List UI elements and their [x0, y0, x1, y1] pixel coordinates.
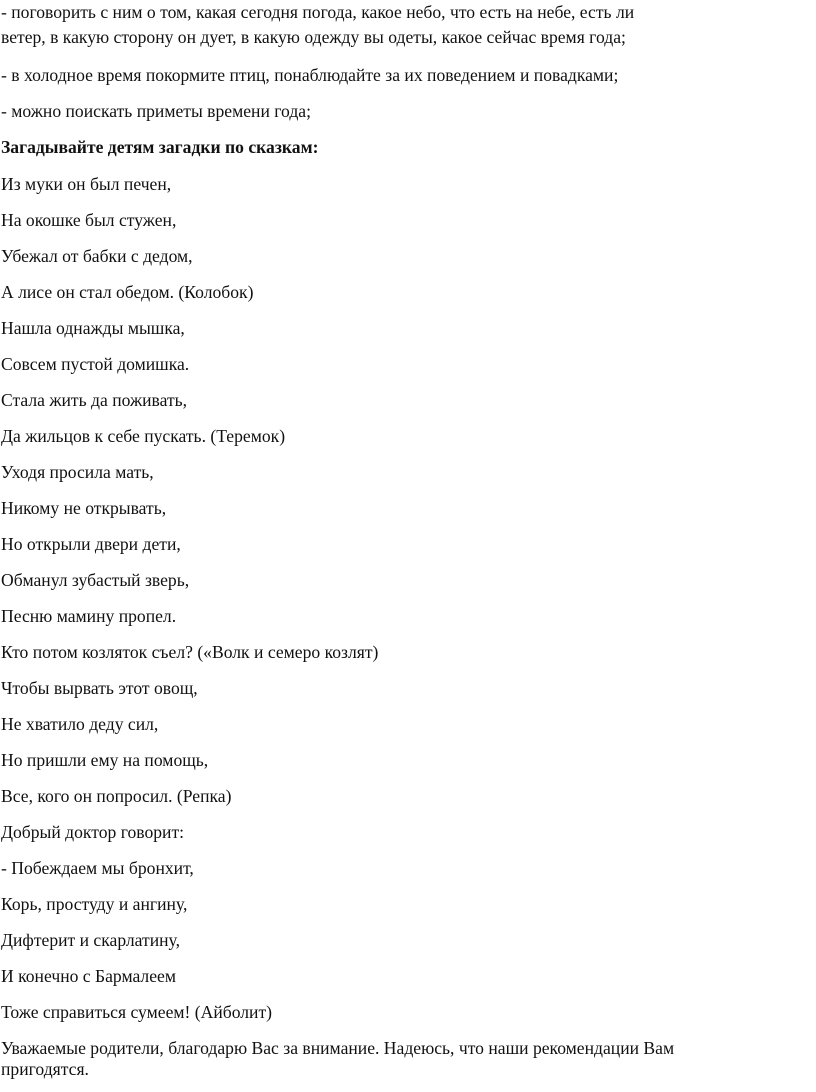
riddle-line: Обманул зубастый зверь, [1, 570, 190, 590]
riddle-line: Тоже справиться сумеем! (Айболит) [1, 1002, 273, 1022]
closing-line-1: Уважаемые родители, благодарю Вас за внимание. Надеюсь, что наши рекомендации Вам [1, 1038, 675, 1058]
intro-line-3: - в холодное время покормите птиц, понаблюдайте за их поведением и повадками; [1, 65, 619, 85]
riddle-line: Из муки он был печен, [1, 174, 172, 194]
riddle-line: Совсем пустой домишка. [1, 354, 190, 374]
riddle-line: Но пришли ему на помощь, [1, 750, 209, 770]
riddle-line: Но открыли двери дети, [1, 534, 181, 554]
riddle-line: Убежал от бабки с дедом, [1, 246, 193, 266]
riddle-line: Корь, простуду и ангину, [1, 894, 188, 914]
riddle-line: На окошке был стужен, [1, 210, 177, 230]
riddle-line: Дифтерит и скарлатину, [1, 930, 180, 950]
riddle-line: Кто потом козляток съел? («Волк и семеро козлят) [1, 642, 379, 662]
riddle-line: Чтобы вырвать этот овощ, [1, 678, 198, 698]
closing-line-2: пригодятся. [1, 1059, 89, 1079]
riddle-line: Все, кого он попросил. (Репка) [1, 786, 232, 806]
riddle-line: Стала жить да поживать, [1, 390, 188, 410]
intro-line-2: ветер, в какую сторону он дует, в какую одежду вы одеты, какое сейчас время года; [1, 27, 626, 47]
intro-line-4: - можно поискать приметы времени года; [1, 101, 311, 121]
riddle-line: Нашла однажды мышка, [1, 318, 185, 338]
riddles-heading: Загадывайте детям загадки по сказкам: [1, 137, 319, 157]
riddle-line: Не хватило деду сил, [1, 714, 159, 734]
intro-line-1: - поговорить с ним о том, какая сегодня погода, какое небо, что есть на небе, есть ли [1, 2, 635, 22]
riddle-line: И конечно с Бармалеем [1, 966, 176, 986]
riddle-line: Да жильцов к себе пускать. (Теремок) [1, 426, 286, 446]
riddle-line: Никому не открывать, [1, 498, 167, 518]
riddle-line: Добрый доктор говорит: [1, 822, 185, 842]
riddle-line: - Побеждаем мы бронхит, [1, 858, 194, 878]
riddle-line: А лисе он стал обедом. (Колобок) [1, 282, 254, 302]
riddle-line: Уходя просила мать, [1, 462, 154, 482]
riddle-line: Песню мамину пропел. [1, 606, 177, 626]
